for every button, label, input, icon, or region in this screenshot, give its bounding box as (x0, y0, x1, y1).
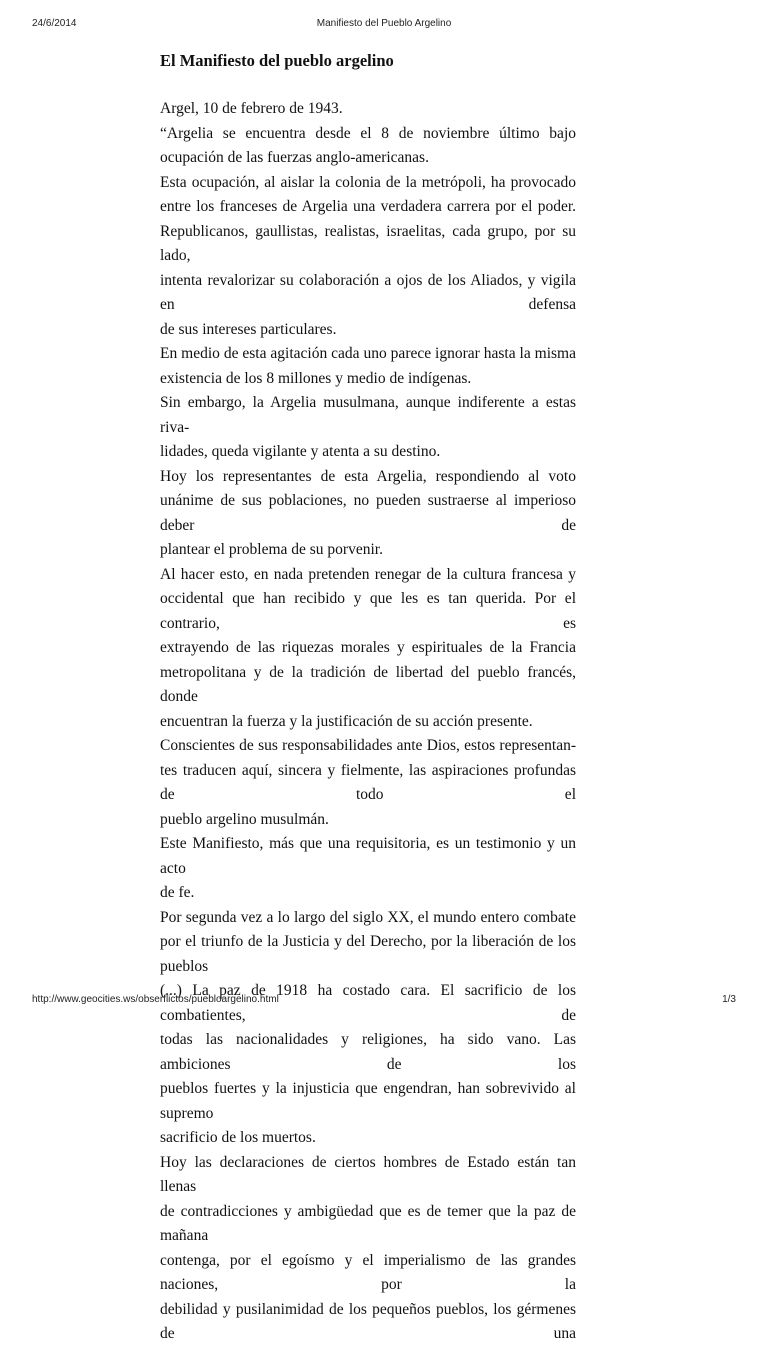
text-line: sacrificio de los muertos. (160, 1129, 316, 1146)
text-line: unánime de sus poblaciones, no pueden sustraerse al imperioso deber de (160, 492, 576, 534)
document-title: El Manifiesto del pueblo argelino (160, 51, 394, 70)
text-line: contenga, por el egoísmo y el imperialismo de las grandes naciones, por la (160, 1251, 576, 1293)
text-line: extrayendo de las riquezas morales y espirituales de la Francia (160, 639, 576, 656)
text-line: Hoy las declaraciones de ciertos hombres de Estado están tan llenas (160, 1153, 576, 1195)
text-line: Al hacer esto, en nada pretenden renegar de la cultura francesa y (160, 565, 576, 583)
text-line: Este Manifiesto, más que una requisitoria, es un testimonio y un acto (160, 835, 576, 877)
text-line: Republicanos, gaullistas, realistas, israelitas, cada grupo, por su lado, (160, 222, 576, 264)
text-line: todas las nacionalidades y religiones, ha sido vano. Las ambiciones de los (160, 1031, 576, 1073)
print-footer-url[interactable]: http://www.geocities.ws/obserflictos/puebloargelino.html (32, 994, 279, 1005)
text-line: En medio de esta agitación cada uno parece ignorar hasta la misma (160, 345, 576, 362)
text-line: pueblo argelino musulmán. (160, 810, 329, 828)
text-line: entre los franceses de Argelia una verdadera carrera por el poder. (160, 198, 576, 215)
text-line: de sus intereses particulares. (160, 320, 337, 338)
text-line: plantear el problema de su porvenir. (160, 541, 383, 558)
text-line: intenta revalorizar su colaboración a ojos de los Aliados, y vigila en defensa (160, 271, 576, 313)
document-page (160, 50, 576, 1347)
text-line: Esta ocupación, al aislar la colonia de la metrópoli, ha provocado (160, 173, 576, 191)
text-line: encuentran la fuerza y la justificación de su acción presente. (160, 712, 533, 730)
text-line: por el triunfo de la Justicia y del Derecho, por la liberación de los pueblos (160, 933, 576, 975)
text-line: de fe. (160, 884, 195, 901)
print-footer-page-number: 1/3 (722, 994, 736, 1005)
text-line: pueblos fuertes y la injusticia que engendran, han sobrevivido al supremo (160, 1080, 576, 1122)
text-line: (...) La paz de 1918 ha costado cara. El sacrificio de los combatientes, de (160, 982, 576, 1024)
text-line: Conscientes de sus responsabilidades ante Dios, estos representan- (160, 737, 576, 754)
text-line: “Argelia se encuentra desde el 8 de noviembre último bajo (160, 124, 576, 142)
print-header-title: Manifiesto del Pueblo Argelino (316, 18, 452, 29)
text-line: tes traducen aquí, sincera y fielmente, las aspiraciones profundas de todo el (160, 761, 576, 803)
text-line: debilidad y pusilanimidad de los pequeños pueblos, los gérmenes de una (160, 1300, 576, 1342)
text-line: occidental que han recibido y que les es tan querida. Por el contrario, es (160, 590, 576, 632)
text-line: de contradicciones y ambigüedad que es de temer que la paz de mañana (160, 1202, 576, 1244)
text-line: lidades, queda vigilante y atenta a su destino. (160, 443, 441, 460)
text-line: existencia de los 8 millones y medio de indígenas. (160, 369, 472, 387)
text-line: Argel, 10 de febrero de 1943. (160, 100, 343, 117)
text-line: metropolitana y de la tradición de libertad del pueblo francés, donde (160, 663, 576, 705)
text-line: ocupación de las fuerzas anglo-americanas. (160, 149, 429, 166)
text-line: Hoy los representantes de esta Argelia, respondiendo al voto (160, 467, 576, 485)
print-header-date: 24/6/2014 (32, 18, 77, 29)
text-line: Sin embargo, la Argelia musulmana, aunque indiferente a estas riva- (160, 394, 576, 436)
document-body (160, 97, 576, 1347)
text-line: Por segunda vez a lo largo del siglo XX, el mundo entero combate (160, 908, 576, 926)
